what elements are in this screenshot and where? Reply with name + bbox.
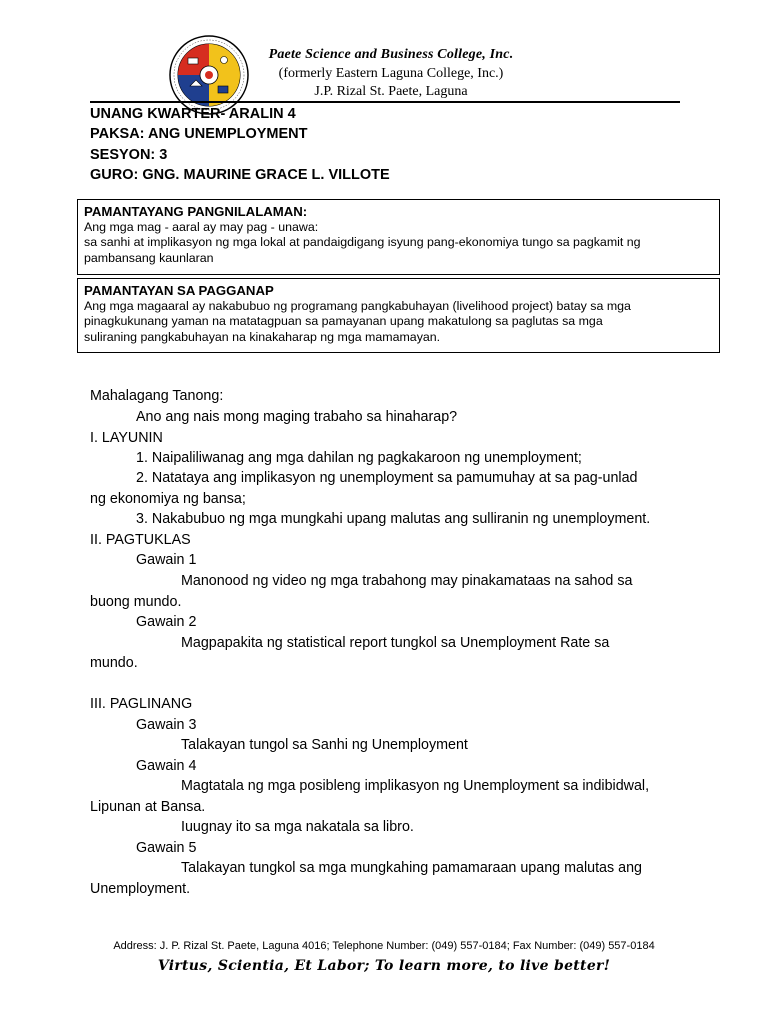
content-standard-line: Ang mga mag - aaral ay may pag - unawa: (84, 219, 319, 234)
lesson-quarter: UNANG KWARTER- ARALIN 4 (90, 106, 296, 122)
firm-up-heading: III. PAGLINANG (90, 696, 193, 712)
objective-item: 2. Natataya ang implikasyon ng unemployment sa pamumuhay at sa pag-unlad (136, 470, 638, 486)
performance-standard-line: Ang mga magaaral ay nakabubuo ng programang pangkabuhayan (livelihood project) batay sa mga (84, 298, 631, 313)
activity-text: mundo. (90, 655, 138, 671)
activity-text: Manonood ng video ng mga trabahong may pinakamataas na sahod sa (181, 573, 633, 589)
school-seal-logo (168, 34, 250, 116)
activity-text: Magtatala ng mga posibleng implikasyon ng Unemployment sa indibidwal, (181, 778, 650, 794)
content-standard-line: pambansang kaunlaran (84, 250, 214, 265)
lesson-session: SESYON: 3 (90, 147, 168, 163)
activity-label: Gawain 2 (136, 614, 197, 630)
performance-standard-line: suliraning pangkabuhayan na kinakaharap ng mga mamamayan. (84, 329, 441, 344)
school-name: Paete Science and Business College, Inc. (268, 47, 514, 62)
school-motto: Virtus, Scientia, Et Labor; To learn more, to live better! (157, 958, 611, 974)
performance-standard-line: pinagkukunang yaman na matatagpuan sa pamayanan upang makatulong sa paglutas sa mga (84, 314, 603, 328)
activity-text: Unemployment. (90, 881, 191, 897)
essential-question-label: Mahalagang Tanong: (90, 388, 224, 404)
school-address: J.P. Rizal St. Paete, Laguna (314, 84, 468, 99)
lesson-teacher: GURO: GNG. MAURINE GRACE L. VILLOTE (90, 167, 390, 183)
activity-label: Gawain 4 (136, 758, 197, 774)
activity-text: Talakayan tungol sa Sanhi ng Unemployment (181, 737, 468, 753)
content-standard-box (77, 199, 720, 275)
activity-label: Gawain 3 (136, 717, 197, 733)
footer-address: Address: J. P. Rizal St. Paete, Laguna 4016; Telephone Number: (049) 557-0184; Fax Number: (049) 557-0184 (113, 940, 655, 952)
activity-text: Iuugnay ito sa mga nakatala sa libro. (181, 819, 414, 835)
content-standard-line: sa sanhi at implikasyon ng mga lokal at pandaigdigang isyung pang-ekonomiya tungo sa pagkamit ng (84, 235, 641, 249)
objective-item: 1. Naipaliliwanag ang mga dahilan ng pagkakaroon ng unemployment; (136, 450, 582, 466)
objectives-heading: I. LAYUNIN (90, 430, 163, 446)
performance-standard-title: PAMANTAYAN SA PAGGANAP (84, 283, 274, 298)
activity-text: Lipunan at Bansa. (90, 799, 206, 815)
activity-text: Magpapakita ng statistical report tungkol sa Unemployment Rate sa (181, 635, 610, 651)
objective-item: 3. Nakabubuo ng mga mungkahi upang malutas ang sulliranin ng unemployment. (136, 511, 651, 527)
activity-label: Gawain 5 (136, 840, 197, 856)
objective-item-continuation: ng ekonomiya ng bansa; (90, 491, 246, 507)
former-name: (formerly Eastern Laguna College, Inc.) (278, 66, 504, 81)
performance-standard-box (77, 278, 720, 353)
content-standard-title: PAMANTAYANG PANGNILALAMAN: (84, 204, 308, 219)
lesson-topic: PAKSA: ANG UNEMPLOYMENT (90, 126, 308, 142)
activity-text: buong mundo. (90, 594, 182, 610)
essential-question: Ano ang nais mong maging trabaho sa hinaharap? (136, 409, 458, 425)
activity-text: Talakayan tungkol sa mga mungkahing pamamaraan upang malutas ang (181, 860, 642, 876)
activity-label: Gawain 1 (136, 552, 197, 568)
explore-heading: II. PAGTUKLAS (90, 532, 191, 548)
header-divider (90, 101, 680, 103)
